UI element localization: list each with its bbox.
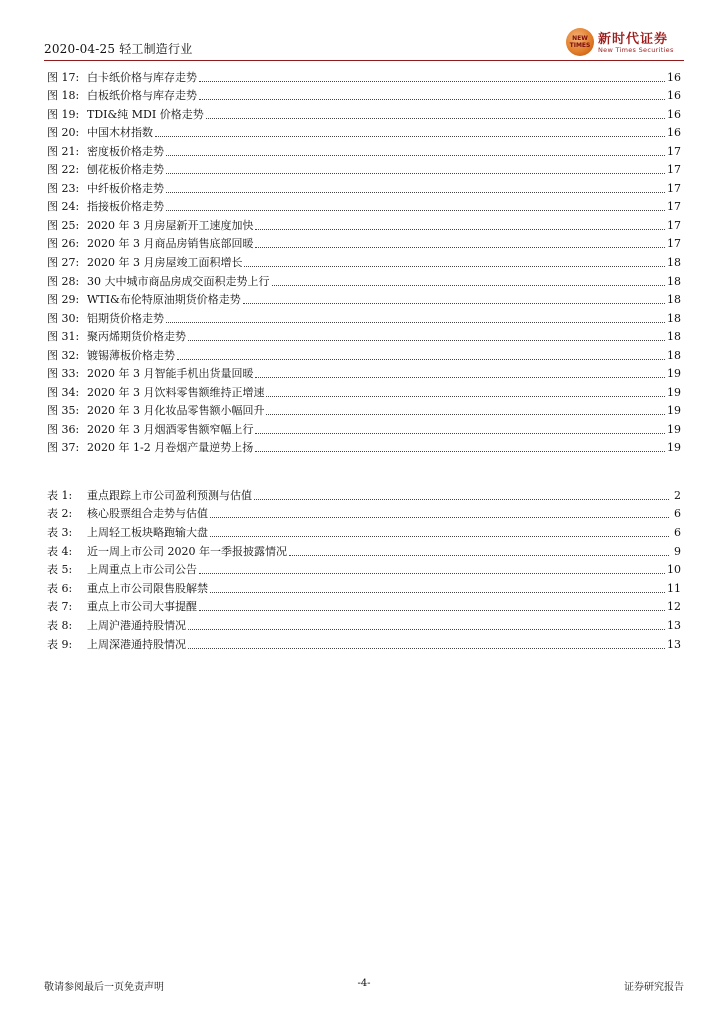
leader-dots <box>199 99 665 100</box>
leader-dots <box>188 340 665 341</box>
entry-title: 中纤板价格走势 <box>87 181 164 195</box>
leader-dots <box>243 303 665 304</box>
leader-dots <box>199 81 665 82</box>
leader-dots <box>206 118 665 119</box>
entry-label: 表 3: <box>47 525 73 539</box>
entry-title: 聚丙烯期货价格走势 <box>87 330 186 344</box>
entry-title: 2020 年 3 月化妆品零售额小幅回升 <box>87 404 265 418</box>
entry-page-number: 16 <box>667 70 681 84</box>
entry-title: 重点跟踪上市公司盈利预测与估值 <box>87 488 252 502</box>
entry-label: 表 9: <box>47 637 73 651</box>
entry-title: 指接板价格走势 <box>87 200 164 214</box>
figure-toc-entry[interactable] <box>47 177 681 196</box>
leader-dots <box>272 285 666 286</box>
entry-page-number: 18 <box>667 274 681 288</box>
entry-label: 表 7: <box>47 600 73 614</box>
entry-title: 铝期货价格走势 <box>87 311 164 325</box>
figure-toc-entry[interactable] <box>47 140 681 159</box>
entry-title: 2020 年 3 月智能手机出货量回暖 <box>87 367 254 381</box>
logo-name-en: New Times Securities <box>598 46 674 54</box>
entry-label: 图 28: <box>47 274 80 288</box>
entry-page-number: 16 <box>667 107 681 121</box>
entry-label: 表 2: <box>47 507 73 521</box>
figure-toc-entry[interactable] <box>47 289 681 308</box>
leader-dots <box>177 359 665 360</box>
figure-toc-entry[interactable] <box>47 251 681 270</box>
entry-title: 上周沪港通持股情况 <box>87 619 186 633</box>
figure-toc-entry[interactable] <box>47 326 681 345</box>
entry-label: 图 19: <box>47 107 80 121</box>
figure-toc-entry[interactable] <box>47 307 681 326</box>
entry-page-number: 9 <box>674 544 681 558</box>
table-toc-entry[interactable] <box>47 521 681 540</box>
entry-label: 表 5: <box>47 563 73 577</box>
footer-report-type: 证券研究报告 <box>624 982 684 993</box>
entry-label: 图 33: <box>47 367 80 381</box>
entry-page-number: 17 <box>667 144 681 158</box>
leader-dots <box>266 414 665 415</box>
entry-page-number: 19 <box>667 385 681 399</box>
entry-label: 图 23: <box>47 181 80 195</box>
entry-page-number: 17 <box>667 200 681 214</box>
entry-title: 镀锡薄板价格走势 <box>87 348 175 362</box>
page-footer <box>44 978 684 994</box>
logo-badge-line2: TIMES <box>569 42 591 49</box>
leader-dots <box>255 247 665 248</box>
figure-toc-entry[interactable] <box>47 122 681 141</box>
entry-page-number: 18 <box>667 348 681 362</box>
entry-label: 图 25: <box>47 218 80 232</box>
figure-toc-entry[interactable] <box>47 437 681 456</box>
entry-label: 图 32: <box>47 348 80 362</box>
table-toc-entry[interactable] <box>47 559 681 578</box>
leader-dots <box>166 155 665 156</box>
figure-toc-entry[interactable] <box>47 214 681 233</box>
entry-label: 表 1: <box>47 488 73 502</box>
entry-label: 图 36: <box>47 422 80 436</box>
figure-toc-entry[interactable] <box>47 418 681 437</box>
entry-page-number: 18 <box>667 293 681 307</box>
leader-dots <box>289 555 669 556</box>
entry-title: 白卡纸价格与库存走势 <box>87 70 197 84</box>
entry-page-number: 13 <box>667 637 681 651</box>
leader-dots <box>188 648 665 649</box>
table-toc-entry[interactable] <box>47 614 681 633</box>
entry-label: 图 22: <box>47 163 80 177</box>
figure-toc-entry[interactable] <box>47 66 681 85</box>
figure-toc-entry[interactable] <box>47 270 681 289</box>
entry-label: 图 18: <box>47 89 80 103</box>
entry-label: 表 8: <box>47 619 73 633</box>
entry-label: 图 17: <box>47 70 80 84</box>
entry-page-number: 6 <box>674 525 681 539</box>
entry-title: 白板纸价格与库存走势 <box>87 89 197 103</box>
table-list <box>47 484 681 652</box>
entry-title: 2020 年 3 月烟酒零售额窄幅上行 <box>87 422 254 436</box>
entry-page-number: 17 <box>667 181 681 195</box>
company-logo <box>566 28 684 58</box>
leader-dots <box>210 517 669 518</box>
entry-label: 图 35: <box>47 404 80 418</box>
entry-label: 图 37: <box>47 441 80 455</box>
entry-label: 图 27: <box>47 256 80 270</box>
leader-dots <box>210 536 669 537</box>
entry-title: TDI&纯 MDI 价格走势 <box>87 107 204 121</box>
entry-page-number: 17 <box>667 237 681 251</box>
leader-dots <box>166 210 665 211</box>
entry-page-number: 17 <box>667 163 681 177</box>
leader-dots <box>254 499 669 500</box>
leader-dots <box>199 610 665 611</box>
figure-toc-entry[interactable] <box>47 363 681 382</box>
entry-page-number: 18 <box>667 311 681 325</box>
leader-dots <box>255 433 665 434</box>
entry-page-number: 16 <box>667 126 681 140</box>
header-divider <box>44 60 684 61</box>
entry-page-number: 2 <box>674 488 681 502</box>
entry-page-number: 11 <box>667 581 681 595</box>
leader-dots <box>188 629 665 630</box>
table-toc-entry[interactable] <box>47 540 681 559</box>
entry-label: 图 34: <box>47 385 80 399</box>
entry-title: 2020 年 3 月房屋竣工面积增长 <box>87 256 243 270</box>
entry-page-number: 12 <box>667 600 681 614</box>
entry-label: 图 31: <box>47 330 80 344</box>
entry-label: 表 6: <box>47 581 73 595</box>
entry-page-number: 17 <box>667 218 681 232</box>
header-date-industry: 2020-04-25 轻工制造行业 <box>44 42 193 56</box>
logo-name-cn: 新时代证券 <box>598 32 669 47</box>
entry-title: 近一周上市公司 2020 年一季报披露情况 <box>87 544 287 558</box>
figure-list <box>47 66 681 455</box>
entry-title: 重点上市公司大事提醒 <box>87 600 197 614</box>
entry-page-number: 19 <box>667 422 681 436</box>
logo-badge-line1: NEW <box>572 35 588 42</box>
leader-dots <box>166 192 665 193</box>
entry-page-number: 19 <box>667 367 681 381</box>
leader-dots <box>255 229 665 230</box>
figure-toc-entry[interactable] <box>47 233 681 252</box>
leader-dots <box>199 573 665 574</box>
entry-page-number: 19 <box>667 441 681 455</box>
entry-title: 上周深港通持股情况 <box>87 637 186 651</box>
table-toc-entry[interactable] <box>47 484 681 503</box>
figure-toc-entry[interactable] <box>47 159 681 178</box>
entry-title: 重点上市公司限售股解禁 <box>87 581 208 595</box>
table-toc-entry[interactable] <box>47 596 681 615</box>
entry-title: 刨花板价格走势 <box>87 163 164 177</box>
leader-dots <box>166 322 665 323</box>
entry-page-number: 19 <box>667 404 681 418</box>
entry-page-number: 18 <box>667 256 681 270</box>
entry-title: 2020 年 3 月饮料零售额维持正增速 <box>87 385 265 399</box>
figure-toc-entry[interactable] <box>47 85 681 104</box>
entry-page-number: 18 <box>667 330 681 344</box>
entry-title: 2020 年 3 月商品房销售底部回暖 <box>87 237 254 251</box>
entry-title: 核心股票组合走势与估值 <box>87 507 208 521</box>
entry-label: 图 26: <box>47 237 80 251</box>
figure-toc-entry[interactable] <box>47 381 681 400</box>
entry-label: 图 30: <box>47 311 80 325</box>
figure-toc-entry[interactable] <box>47 344 681 363</box>
leader-dots <box>210 592 665 593</box>
entry-title: 30 大中城市商品房成交面积走势上行 <box>87 274 270 288</box>
leader-dots <box>166 173 665 174</box>
entry-label: 图 29: <box>47 293 80 307</box>
entry-title: 上周重点上市公司公告 <box>87 563 197 577</box>
figure-toc-entry[interactable] <box>47 103 681 122</box>
leader-dots <box>255 377 665 378</box>
entry-label: 图 24: <box>47 200 80 214</box>
table-toc-entry[interactable] <box>47 577 681 596</box>
entry-page-number: 16 <box>667 89 681 103</box>
entry-page-number: 13 <box>667 619 681 633</box>
leader-dots <box>266 396 665 397</box>
footer-disclaimer: 敬请参阅最后一页免责声明 <box>44 982 164 993</box>
entry-page-number: 6 <box>674 507 681 521</box>
entry-label: 图 21: <box>47 144 80 158</box>
entry-title: 中国木材指数 <box>87 126 153 140</box>
footer-page-number: -4- <box>357 978 371 989</box>
entry-page-number: 10 <box>667 563 681 577</box>
figure-toc-entry[interactable] <box>47 196 681 215</box>
leader-dots <box>255 451 665 452</box>
entry-title: 2020 年 1-2 月卷烟产量逆势上扬 <box>87 441 254 455</box>
leader-dots <box>155 136 665 137</box>
leader-dots <box>244 266 665 267</box>
page-header <box>44 32 684 62</box>
entry-title: 2020 年 3 月房屋新开工速度加快 <box>87 218 254 232</box>
entry-label: 图 20: <box>47 126 80 140</box>
entry-title: 上周轻工板块略跑输大盘 <box>87 525 208 539</box>
figure-toc-entry[interactable] <box>47 400 681 419</box>
table-toc-entry[interactable] <box>47 503 681 522</box>
table-toc-entry[interactable] <box>47 633 681 652</box>
entry-title: 密度板价格走势 <box>87 144 164 158</box>
logo-badge-icon <box>566 28 594 56</box>
entry-label: 表 4: <box>47 544 73 558</box>
entry-title: WTI&布伦特原油期货价格走势 <box>87 293 241 307</box>
